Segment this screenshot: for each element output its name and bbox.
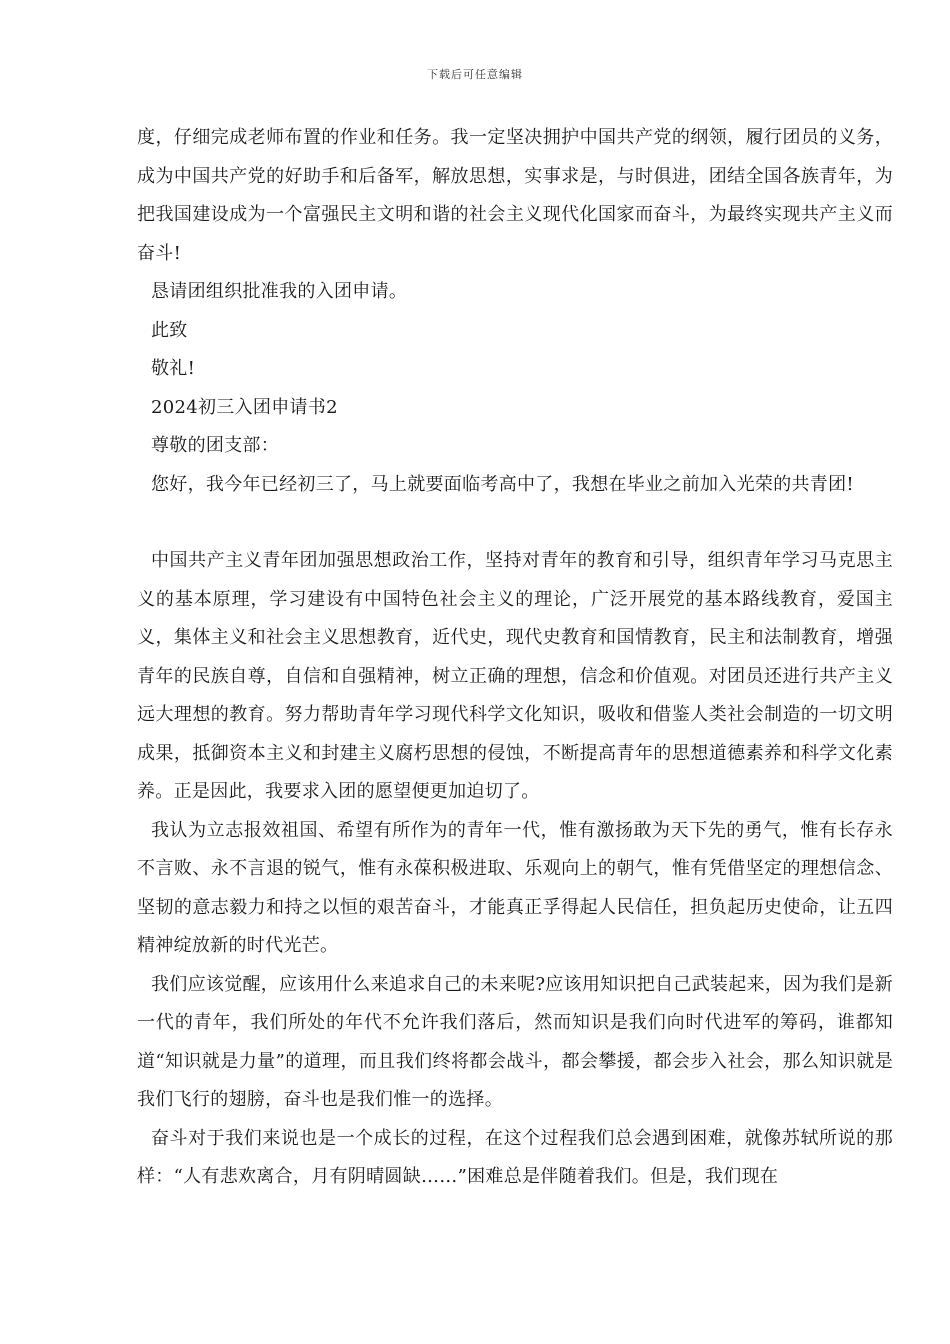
paragraph-spacer <box>137 504 893 542</box>
section-title: 2024初三入团申请书2 <box>151 396 338 418</box>
paragraph-addressee: 尊敬的团支部： <box>151 435 280 456</box>
paragraph-greeting: 您好，我今年已经初三了，马上就要面临考高中了，我想在毕业之前加入光荣的共青团! <box>151 473 854 495</box>
paragraph-knowledge: 我们应该觉醒，应该用什么来追求自己的未来呢?应该用知识把自己武装起来，因为我们是新一代的青年，我们所处的年代不允许我们落后，然而知识是我们向时代进军的筹码，谁都知道“知识就是力量”的道理，而且我们终将都会战斗，都会攀援，都会步入社会，那么知识就是我们飞行的翅膀，奋斗也是我们惟一的选择。 <box>137 973 893 1110</box>
paragraph-continuation: 度，仔细完成老师布置的作业和任务。我一定坚决拥护中国共产党的纲领，履行团员的义务，成为中国共产党的好助手和后备军，解放思想，实事求是，与时俱进，团结全国各族青年，为把我国建设成为一个富强民主文明和谐的社会主义现代化国家而奋斗，为最终实现共产主义而奋斗! <box>137 127 893 264</box>
paragraph-closing-salutation: 此致 <box>151 319 188 341</box>
paragraph-closing-respect: 敬礼! <box>151 358 196 379</box>
paragraph-struggle: 奋斗对于我们来说也是一个成长的过程，在这个过程我们总会遇到困难，就像苏轼所说的那样：“人有悲欢离合，月有阴晴圆缺……”困难总是伴随着我们。但是，我们现在 <box>137 1127 893 1187</box>
paragraph-request: 恳请团组织批准我的入团申请。 <box>151 281 408 302</box>
paragraph-youth-aspiration: 我认为立志报效祖国、希望有所作为的青年一代，惟有激扬敢为天下先的勇气，惟有长存永不言败、永不言退的锐气，惟有永葆积极进取、乐观向上的朝气，惟有凭借坚定的理想信念、坚韧的意志毅力和持之以恒的艰苦奋斗，才能真正孚得起人民信任，担负起历史使命，让五四精神绽放新的时代光芒。 <box>137 819 893 956</box>
paragraph-league-work: 中国共产主义青年团加强思想政治工作，坚持对青年的教育和引导，组织青年学习马克思主义的基本原理，学习建设有中国特色社会主义的理论，广泛开展党的基本路线教育，爱国主义，集体主义和社会主义思想教育，近代史，现代史教育和国情教育，民主和法制教育，增强青年的民族自尊，自信和自强精神，树立正确的理想，信念和价值观。对团员还进行共产主义远大理想的教育。努力帮助青年学习现代科学文化知识，吸收和借鉴人类社会制造的一切文明成果，抵御资本主义和封建主义腐朽思想的侵蚀，不断提高青年的思想道德素养和科学文化素养。正是因此，我要求入团的愿望便更加迫切了。 <box>137 550 893 802</box>
page-header: 下载后可任意编辑 <box>427 68 523 81</box>
document-body <box>137 119 893 1197</box>
